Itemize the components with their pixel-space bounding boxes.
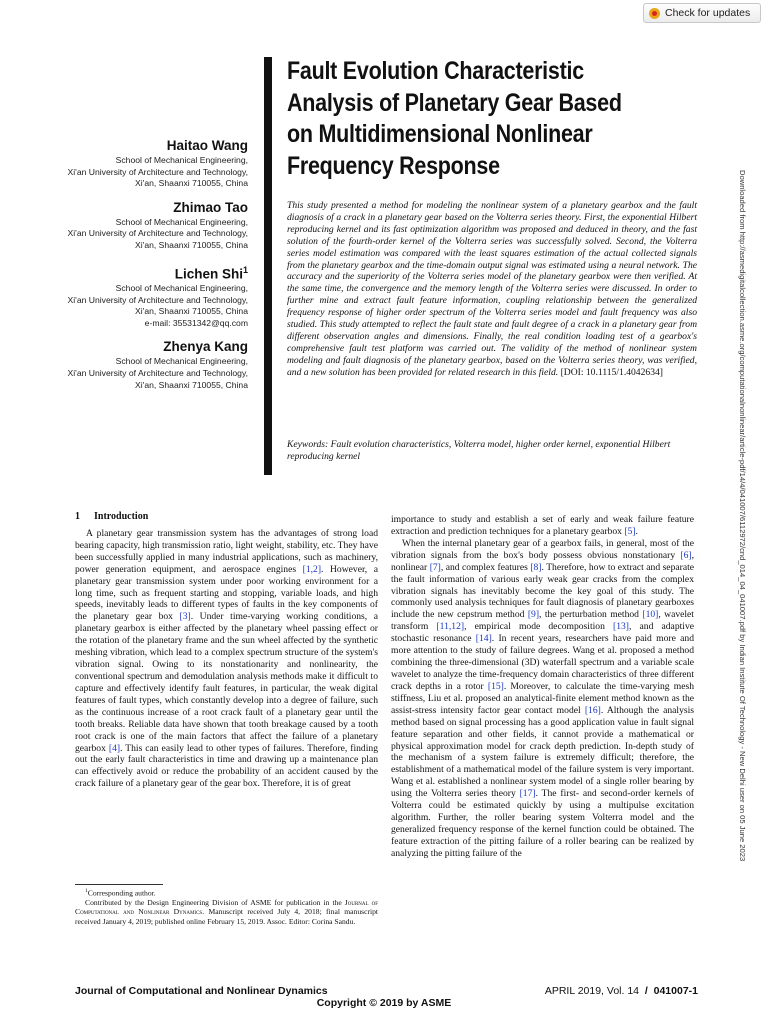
author-list xyxy=(28,137,248,400)
footer-issue xyxy=(545,985,698,997)
author-block xyxy=(28,137,248,190)
footer-copyright: Copyright © 2019 by ASME xyxy=(316,997,452,1009)
footer-article-number: 041007-1 xyxy=(653,985,698,997)
affiliation-line: Xi'an University of Architecture and Technology, xyxy=(67,166,248,177)
footnote-text: Contributed by the Design Engineering Division of ASME for publication in the xyxy=(85,897,345,907)
citation-link[interactable]: [16] xyxy=(584,704,601,716)
citation-link[interactable]: [7] xyxy=(429,561,441,573)
author-name-corresponding xyxy=(28,261,248,284)
section-heading xyxy=(75,511,378,523)
author-name-text: Lichen Shi xyxy=(174,266,243,282)
body-paragraph xyxy=(75,528,378,790)
title-accent-bar xyxy=(264,57,272,475)
citation-link[interactable]: [6] xyxy=(680,549,692,561)
abstract-text: This study presented a method for modeling the nonlinear system of a planetary gearbox and the fault diagnosis of a crack in a planetary gear based on the Volterra series theory. First, the exponential Hilbert reproducing kernel and its fast optimization algorithm was proposed and deduced in theory, and the fast solution of the fourth-order kernel of the Volterra series was successfully solved. Second, the Volterra series model estimation was compared with the least squares estimation of the actual collected signals from the planetary gearbox and the time-domain output signal was estimated using a neural network. The accuracy and the superiority of the Volterra series model of the planetary gearbox were then verified. At the same time, the convergence and the memory length of the Volterra series were discussed. In order to further mine and extract fault feature information, coupling relationship between the generalized frequency response of higher order spectrum of the Volterra series model and fault frequency was also studied. This study attempted to reflect the fault state and fault degree of a crack in a planetary gear from different observation angles and dimensions. Finally, the real condition loading test of a gearbox's comprehensive fault test platform was carried out. The validity of the method of nonlinear system modeling and fault diagnosis of the planetary gearbox, based on the Volterra series theory, was verified, and a new solution has been provided for related research in this field. xyxy=(287,200,697,378)
affiliation-line: School of Mechanical Engineering, xyxy=(115,155,248,165)
paragraph-text: . Under time-varying working conditions, a planetary gearbox is either affected by the planetary wheel passing effect or the rotation of the planetary frame and the sun wheel affected by the synthetic meshing vibration, which lead to a complex spectrum structure of the system's vibration signal. Owing to its nonstationarity and nonlinearity, the conventional spectrum and demodulation analysis methods make it difficult to capture and effectively identify fault features, in particular, the weak digital features of fault types, which constantly develop into a degree of failure, such as the continuous increase of a root crack fault of a planetary gear until the tooth breaks. Reliable data have shown that tooth breakage caused by a tooth root crack is one of the main factors that affect the failure of a planetary gearbox xyxy=(75,611,378,754)
paragraph-text: . The first- and second-order kernels of Volterra could be estimated quickly by using a multipulse excitation algorithm. Further, the roller bearing system Volterra model and the generalized frequency response of the kernel function could be obtained. The feature extraction of the pitting failure of a roller bearing can be realized by analyzing the pitting failure of the xyxy=(391,788,694,859)
check-for-updates-label: Check for updates xyxy=(665,7,751,19)
citation-link[interactable]: [10] xyxy=(642,609,659,621)
crossmark-icon xyxy=(649,8,660,19)
author-block xyxy=(28,338,248,391)
abstract xyxy=(287,200,697,379)
section-title: Introduction xyxy=(94,511,149,522)
citation-link[interactable]: [8] xyxy=(530,561,542,573)
citation-link[interactable]: [5] xyxy=(624,525,636,537)
paragraph-text: A planetary gear transmission system has the advantages of strong load bearing capacity, high transmission ratio, light weight, stability, etc. They have been successfully applied in many industrial applications, such as machinery, power generation equipment, and aerospace engines xyxy=(75,527,378,575)
affiliation-line: School of Mechanical Engineering, xyxy=(115,216,248,227)
paragraph-text: , wavelet transform xyxy=(391,609,694,633)
body-paragraph xyxy=(391,538,694,860)
paragraph-text: , and adaptive stochastic resonance xyxy=(391,621,695,645)
citation-link[interactable]: [4] xyxy=(108,742,121,754)
footnote-marker: 1 xyxy=(85,888,88,894)
doi-link[interactable]: [DOI: 10.1115/1.4042634] xyxy=(560,366,663,378)
footer-journal: Journal of Computational and Nonlinear Dynamics xyxy=(75,985,328,997)
right-column xyxy=(391,514,694,860)
paragraph-text: , the perturbation method xyxy=(539,609,643,621)
citation-link[interactable]: [11,12] xyxy=(436,621,465,633)
author-block xyxy=(28,261,248,330)
citation-link[interactable]: [9] xyxy=(527,609,540,621)
footnote-contribution xyxy=(75,898,378,926)
paper-title: Fault Evolution Characteristic Analysis of Planetary Gear Based on Multidimensional Nonlinear Frequency Response xyxy=(287,57,622,180)
paragraph-text: . xyxy=(635,525,638,537)
paragraph-text: . Although the analysis method based on signal processing has a good application value in fault signal feature separation and other fields, it cannot provide a mathematical or physical approximation model for crack depth prediction. In-depth study of the mechanism of a system failure is extremely difficult; therefore, the establishment of a mathematical model of the failure system is very important. Wang et al. established a nonlinear system model of a single roller bearing by using the Volterra series theory xyxy=(391,704,695,800)
paragraph-text: , nonlinear xyxy=(391,549,694,573)
citation-link[interactable]: [1,2] xyxy=(302,563,322,575)
section-number: 1 xyxy=(75,511,80,522)
affiliation-line: Xi'an, Shaanxi 710055, China xyxy=(135,306,248,317)
download-watermark: Downloaded from http://asmedigitalcollection.asme.org/computationalnonlinear/article-pdf/14/4/041007/6112972/cnd_014_04_041007.pdf by Indian Institute Of Technology - New Delhi user on 05 June 2023 xyxy=(738,170,747,862)
paragraph-text: importance to study and establish a set of early and weak failure feature extraction and prediction techniques for a planetary gearbox xyxy=(391,514,694,537)
footnote-marker: 1 xyxy=(242,264,248,275)
body-paragraph xyxy=(391,514,694,538)
affiliation-line: Xi'an University of Architecture and Technology, xyxy=(67,228,248,239)
paragraph-text: , empirical mode decomposition xyxy=(464,621,614,633)
author-email: e-mail: 35531342@qq.com xyxy=(144,317,248,328)
affiliation-line: Xi'an, Shaanxi 710055, China xyxy=(135,178,248,189)
paragraph-text: , and complex features xyxy=(440,561,531,573)
affiliation-line: School of Mechanical Engineering, xyxy=(115,283,248,294)
affiliation-line: Xi'an, Shaanxi 710055, China xyxy=(135,379,248,390)
check-for-updates-button[interactable] xyxy=(643,3,761,23)
paragraph-text: . In recent years, researchers have paid more and more attention to the study of failure degrees. Wang et al. proposed a method combining the three-dimensional (3D) waterfall spectrum and a variable scale wavelet to analyze the time-frequency domain characteristics of three different crack depths in a rotor xyxy=(391,633,694,692)
footnote-corresponding xyxy=(75,887,378,898)
paragraph-text: . However, a planetary gear transmission system under poor working environment for a long time, such as frequent starting and stopping, variable loads, and high speeds, inevitably leads to different types of faults in the key components of the planetary gear box xyxy=(75,563,378,623)
citation-link[interactable]: [14] xyxy=(475,633,492,645)
footer-separator: / xyxy=(644,985,648,997)
keywords: Keywords: Fault evolution characteristics, Volterra model, higher order kernel, exponential Hilbert reproducing kernel xyxy=(287,439,671,462)
journal-name-smallcaps: Journal of Computational and Nonlinear Dynamics xyxy=(75,897,379,917)
author-name: Zhimao Tao xyxy=(173,199,248,215)
author-name: Zhenya Kang xyxy=(163,339,248,355)
citation-link[interactable]: [15] xyxy=(487,680,504,692)
footer-issue-text: APRIL 2019, Vol. 14 xyxy=(544,985,640,997)
citation-link[interactable]: [3] xyxy=(179,611,191,623)
affiliation-line: Xi'an University of Architecture and Technology, xyxy=(67,294,248,305)
citation-link[interactable]: [13] xyxy=(613,621,629,633)
footnotes xyxy=(75,887,378,926)
affiliation-line: School of Mechanical Engineering, xyxy=(115,356,248,367)
paragraph-text: When the internal planetary gear of a gearbox fails, in general, most of the vibration signals from the box's body possess obvious nonstationary xyxy=(391,537,694,561)
author-name: Haitao Wang xyxy=(166,138,248,153)
author-block xyxy=(28,199,248,252)
paragraph-text: . This can easily lead to other types of failures. Therefore, finding out the early fault characteristics in time and drawing up a maintenance plan can effectively avoid or reduce the probability of an accident caused by the crack failure of a planetary gear of the gear box. Therefore, it is of great xyxy=(75,742,378,790)
paragraph-text: . Therefore, how to extract and separate the fault information of various early weak gear cracks from the complex vibration signals has inevitably become the key goal of this study. The commonly used analysis techniques for fault diagnosis of planetary gearboxes include the new cepstrum method xyxy=(391,561,694,621)
left-column xyxy=(75,511,378,790)
footnote-text: . Manuscript received July 4, 2018; final manuscript received January 4, 2019; published online February 15, 2019. Assoc. Editor: Corina Sandu. xyxy=(75,907,378,926)
footnote-rule xyxy=(75,884,163,885)
citation-link[interactable]: [17] xyxy=(519,788,536,800)
affiliation-line: Xi'an, Shaanxi 710055, China xyxy=(135,239,248,250)
affiliation-line: Xi'an University of Architecture and Technology, xyxy=(67,368,248,379)
paragraph-text: . Moreover, to calculate the time-varying mesh stiffness, Liu et al. proposed an analytical-finite element method known as the assist-stress intensity factor gear contact model xyxy=(391,680,694,716)
footnote-text: Corresponding author. xyxy=(87,888,156,898)
